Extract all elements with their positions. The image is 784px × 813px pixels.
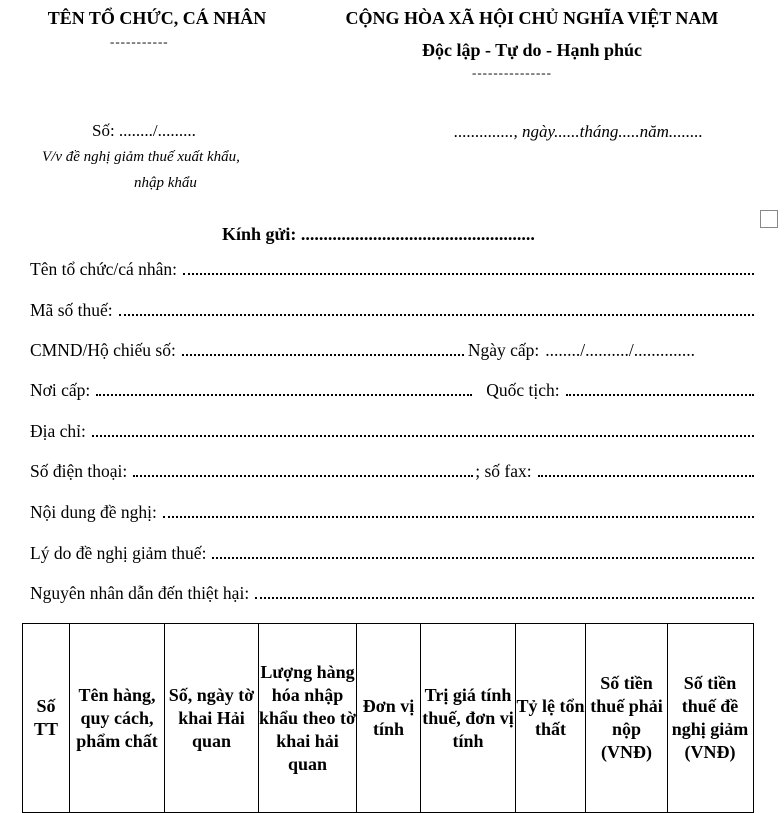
tax-code-input-line[interactable]: [119, 314, 754, 316]
motto: Độc lập - Tự do - Hạnh phúc: [421, 40, 643, 60]
request-content-input-line[interactable]: [163, 516, 754, 518]
issue-date-label: Ngày cấp:: [467, 340, 540, 360]
cause-input-line[interactable]: [255, 597, 754, 599]
document-number: Số: ......../.........: [92, 121, 196, 140]
motto-divider: ---------------: [472, 65, 552, 80]
table-header-cell: Số tiền thuế phải nộp (VNĐ): [586, 624, 668, 812]
organization-name-heading: TÊN TỔ CHỨC, CÁ NHÂN: [47, 8, 267, 28]
org-name-row: [30, 259, 754, 280]
table-header-cell: Đơn vị tính: [357, 624, 421, 812]
cause-row: [30, 583, 754, 604]
reason-input-line[interactable]: [212, 557, 754, 559]
table-header-cell: Số, ngày tờ khai Hải quan: [165, 624, 259, 812]
issue-place-row: [30, 380, 754, 401]
org-name-input-line[interactable]: [183, 273, 754, 275]
checkbox[interactable]: [760, 210, 778, 228]
id-row: [30, 340, 754, 361]
phone-row: [30, 461, 754, 482]
cause-label: Nguyên nhân dẫn đến thiệt hại:: [30, 583, 250, 603]
fax-input-line[interactable]: [538, 475, 754, 477]
organization-divider: -----------: [110, 34, 169, 49]
subject-line-2: nhập khẩu: [134, 175, 197, 191]
tax-code-row: [30, 300, 754, 321]
fax-label: ; số fax:: [475, 461, 532, 481]
tax-code-label: Mã số thuế:: [30, 300, 113, 320]
reason-label: Lý do đề nghị giảm thuế:: [30, 543, 207, 563]
table-header-cell: Số tiền thuế đề nghị giảm (VNĐ): [671, 673, 749, 762]
table-header-cell: Trị giá tính thuế, đơn vị tính: [421, 624, 516, 812]
nationality-input-line[interactable]: [566, 394, 754, 396]
id-number-input-line[interactable]: [182, 354, 464, 356]
request-content-row: [30, 502, 754, 523]
country-heading: CỘNG HÒA XÃ HỘI CHỦ NGHĨA VIỆT NAM: [345, 8, 719, 28]
subject-line-1: V/v đề nghị giảm thuế xuất khẩu,: [42, 149, 240, 165]
table-header-cell: Lượng hàng hóa nhập khẩu theo tờ khai hải quan: [259, 624, 357, 812]
nationality-label: Quốc tịch:: [486, 380, 560, 400]
issue-place-label: Nơi cấp:: [30, 380, 91, 400]
phone-input-line[interactable]: [133, 475, 473, 477]
tax-reduction-table: [22, 623, 754, 813]
issue-place-input-line[interactable]: [96, 394, 472, 396]
reason-row: [30, 543, 754, 564]
recipient-line: Kính gửi: ....................................................: [222, 224, 535, 244]
address-label: Địa chỉ:: [30, 421, 86, 441]
table-header-cell: Tỷ lệ tổn thất: [516, 624, 586, 812]
address-input-line[interactable]: [92, 435, 754, 437]
table-header-cell: Số TT: [23, 624, 70, 812]
date-line: .............., ngày......tháng.....năm........: [454, 122, 703, 141]
id-number-label: CMND/Hộ chiếu số:: [30, 340, 176, 360]
request-content-label: Nội dung đề nghị:: [30, 502, 157, 522]
table-header-cell: Tên hàng, quy cách, phẩm chất: [70, 624, 165, 812]
address-row: [30, 421, 754, 442]
phone-label: Số điện thoại:: [30, 461, 128, 481]
org-name-label: Tên tổ chức/cá nhân:: [30, 259, 177, 279]
issue-date-value[interactable]: ......../........../..............: [545, 340, 695, 360]
